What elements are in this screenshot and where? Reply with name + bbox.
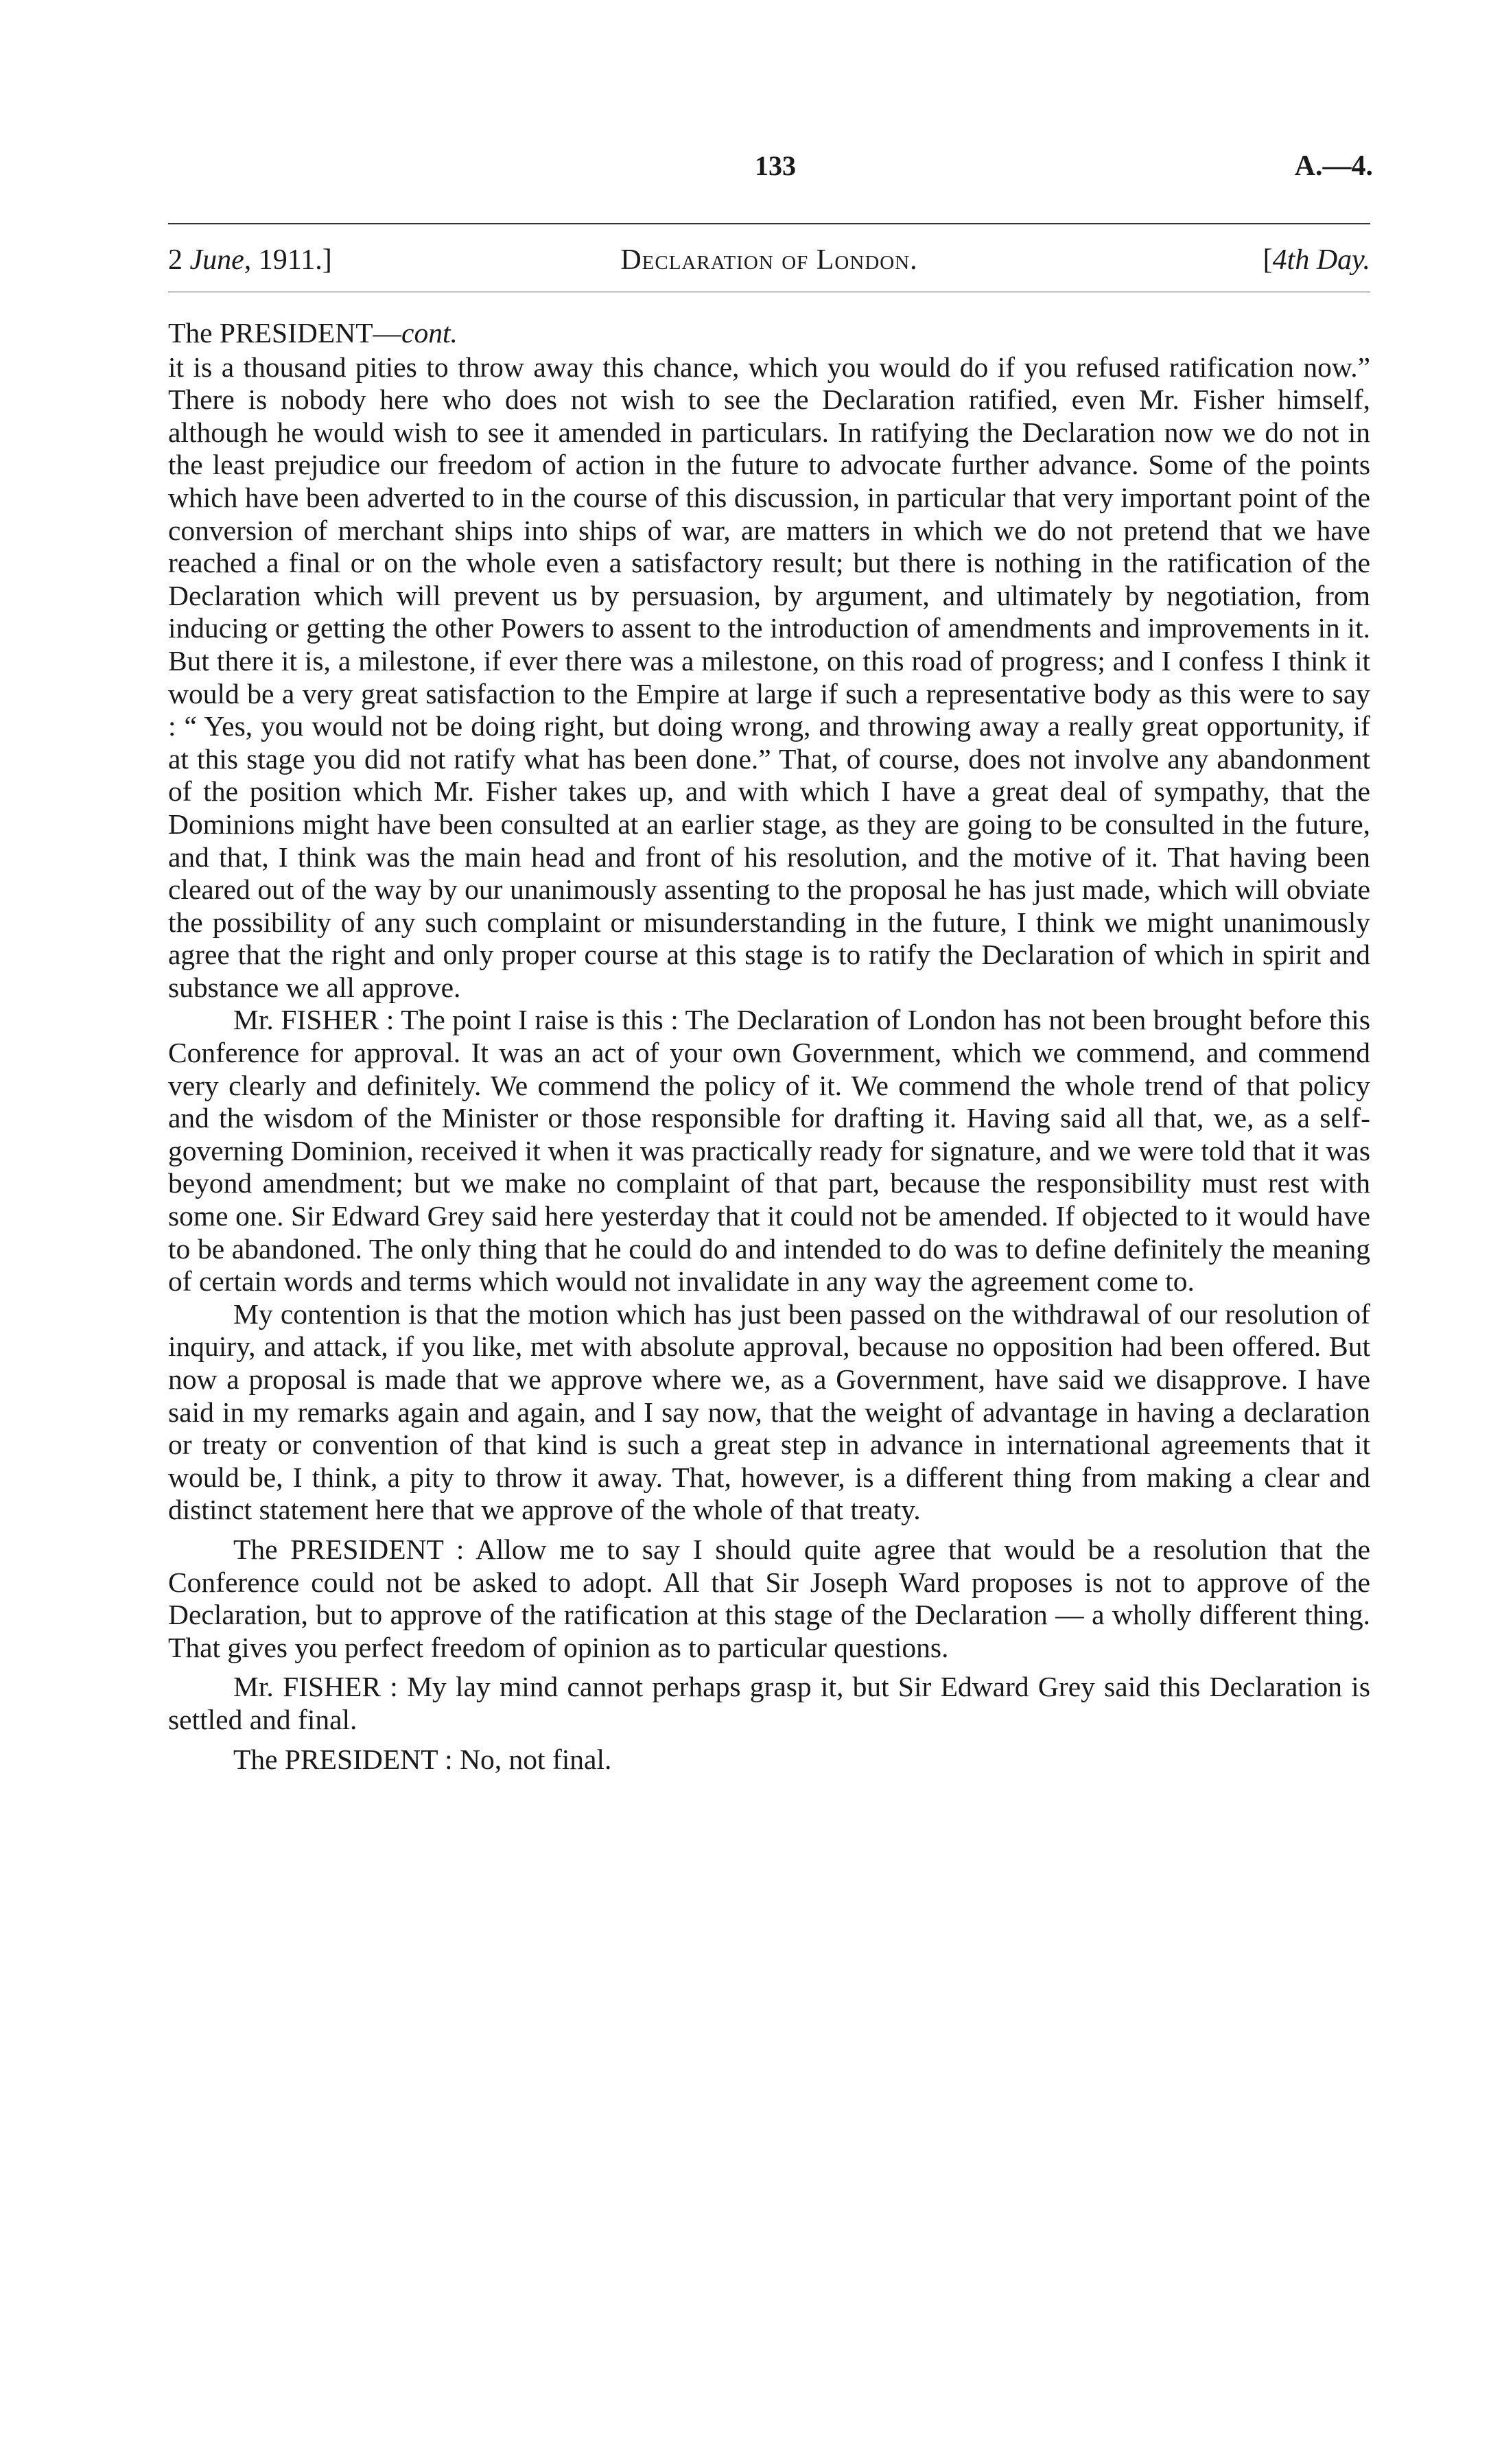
paragraph <box>168 351 1370 1005</box>
continued-speaker: The PRESIDENT— <box>168 317 402 349</box>
paragraph-text: The point I raise is this : The Declaration of London has not been brought before this Conference for approval. It was an act of your own Government, which we commend, and commend very clearly and definitely. We commend the policy of it. We commend the whole trend of that policy and the wisdom of the Minister or those responsible for drafting it. Having said all that, we, as a self-governing Dominion, received it when it was practically ready for signature, and we were told that it was beyond amendment; but we make no complaint of that part, because the responsibility must rest with some one. Sir Edward Grey said here yesterday that it could not be amended. If objected to it would have to be abandoned. The only thing that he could do and intended to do was to define definitely the meaning of certain words and terms which would not invalidate in any way the agreement come to. <box>168 1004 1370 1298</box>
header-day <box>1263 244 1370 277</box>
paragraph-text: My lay mind cannot perhaps grasp it, but Sir Edward Grey said this Declaration is settled and final. <box>168 1671 1370 1735</box>
speaker-name: The PRESIDENT : <box>233 1743 460 1775</box>
continued-suffix: cont. <box>401 317 458 349</box>
continued-speaker-line <box>168 317 1370 350</box>
body-text <box>168 317 1370 1776</box>
header-rule-top <box>168 223 1370 224</box>
paragraph-text: Allow me to say I should quite agree that would be a resolution that the Conference could not be asked to adopt. All that Sir Joseph Ward proposes is not to approve of the Declaration, but to approve of the ratification at this stage of the Declaration — a wholly different thing. That gives you perfect freedom of opinion as to particular questions. <box>168 1533 1370 1663</box>
header-day-word: Day. <box>1309 244 1370 276</box>
paragraph-text: No, not final. <box>460 1743 612 1775</box>
paragraph <box>168 1534 1370 1664</box>
header-date-month: June, <box>189 244 252 276</box>
paragraph <box>168 1744 1370 1776</box>
paragraph <box>168 1298 1370 1527</box>
header-title: Declaration of London. <box>620 244 918 276</box>
paragraph <box>168 1004 1370 1298</box>
paragraph-text: it is a thousand pities to throw away this chance, which you would do if you refused ratification now.” There is nobody here who does not wish to see the Declaration ratified, even Mr. Fisher himself, although he would wish to see it amended in particulars. In ratifying the Declaration now we do not in the least prejudice our freedom of action in the future to advocate further advance. Some of the points which have been adverted to in the course of this discussion, in particular that very important point of the conversion of merchant ships into ships of war, are matters in which we do not pretend that we have reached a final or on the whole even a satisfactory result; but there is nothing in the ratification of the Declaration which will prevent us by persuasion, by argument, and ultimately by negotiation, from inducing or getting the other Powers to assent to the introduction of amendments and improvements in it. But there it is, a milestone, if ever there was a milestone, on this road of progress; and I confess I think it would be a very great satisfaction to the Empire at large if such a representative body as this were to say : “ Yes, you would not be doing right, but doing wrong, and throwing away a really great opportunity, if at this stage you did not ratify what has been done.” That, of course, does not involve any abandonment of the position which Mr. Fisher takes up, and with which I have a great deal of sympathy, that the Dominions might have been consulted at an earlier stage, as they are going to be consulted in the future, and that, I think was the main head and front of his resolution, and the motive of it. That having been cleared out of the way by our unanimously assenting to the proposal he has just made, which will obviate the possibility of any such complaint or misunderstanding in the future, I think we might unanimously agree that the right and only proper course at this stage is to ratify the Declaration of which in spirit and substance we all approve. <box>168 351 1370 1003</box>
header-date-day: 2 <box>168 244 190 276</box>
speaker-name: Mr. FISHER : <box>233 1004 401 1036</box>
paragraph-text: My contention is that the motion which has just been passed on the withdrawal of our resolution of inquiry, and attack, if you like, met with absolute approval, because no opposition had been offered. But now a proposal is made that we approve where we, as a Government, have said we disapprove. I have said in my remarks again and again, and I say now, that the weight of advantage in having a declaration or treaty or convention of that kind is such a great step in advance in international agreements that it would be, I think, a pity to throw it away. That, however, is a different thing from making a clear and distinct statement here that we approve of the whole of that treaty. <box>168 1298 1370 1526</box>
header-day-number: 4th <box>1272 244 1310 276</box>
header-date-year: 1911.] <box>251 244 332 276</box>
paragraph <box>168 1671 1370 1736</box>
paper-reference: A.—4. <box>1294 150 1373 182</box>
speaker-name: The PRESIDENT : <box>233 1533 476 1565</box>
header-day-bracket: [ <box>1263 244 1273 276</box>
speaker-name: Mr. FISHER : <box>233 1671 408 1703</box>
page-number: 133 <box>755 150 796 181</box>
running-header <box>168 244 1370 285</box>
